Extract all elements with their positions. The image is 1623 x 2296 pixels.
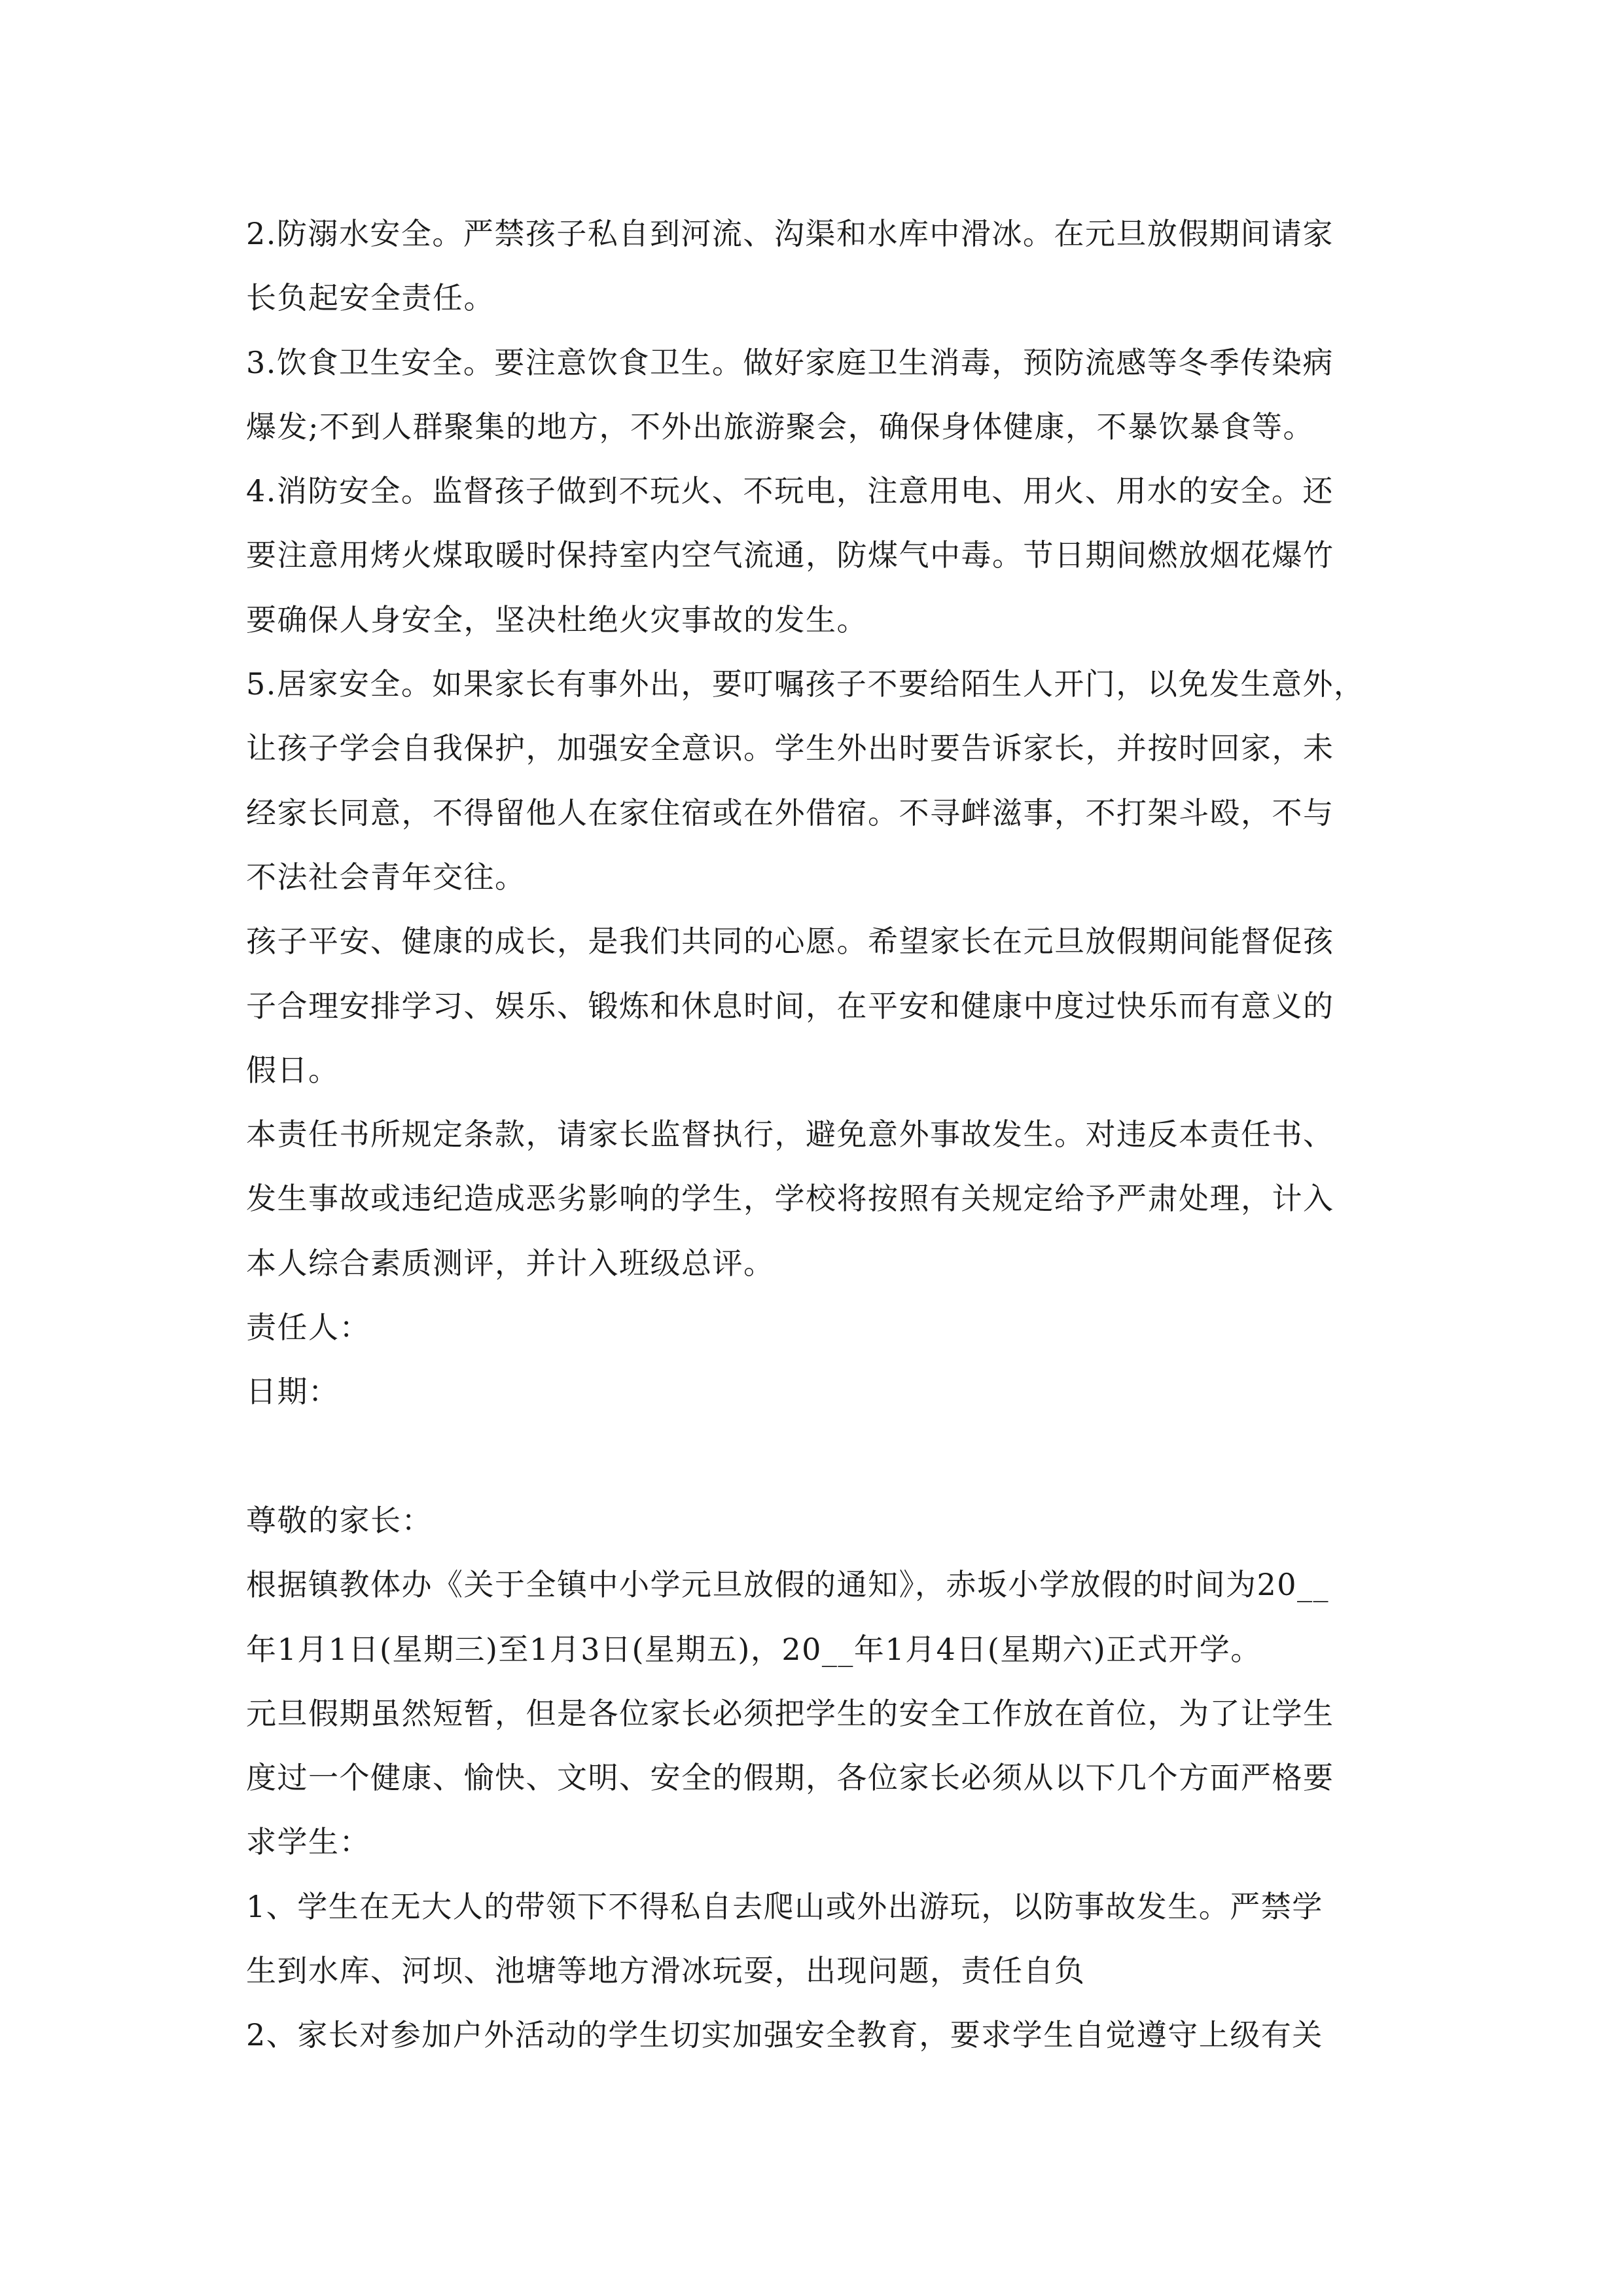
- text-line: 5.居家安全。如果家长有事外出，要叮嘱孩子不要给陌生人开门，以免发生意外，: [246, 666, 1365, 702]
- text-line: 本人综合素质测评，并计入班级总评。: [246, 1245, 775, 1281]
- text-line: 度过一个健康、愉快、文明、安全的假期，各位家长必须从以下几个方面严格要: [246, 1760, 1334, 1796]
- salutation: 尊敬的家长：: [246, 1502, 433, 1538]
- text-line: 1、学生在无大人的带领下不得私自去爬山或外出游玩，以防事故发生。严禁学: [246, 1888, 1323, 1924]
- text-line: 本责任书所规定条款，请家长监督执行，避免意外事故发生。对违反本责任书、: [246, 1117, 1334, 1153]
- text-line: 长负起安全责任。: [246, 280, 495, 316]
- text-line: 假日。: [246, 1052, 340, 1088]
- text-line: 元旦假期虽然短暂，但是各位家长必须把学生的安全工作放在首位，为了让学生: [246, 1695, 1334, 1731]
- text-line: 求学生：: [246, 1824, 370, 1860]
- text-line: 发生事故或违纪造成恶劣影响的学生，学校将按照有关规定给予严肃处理，计入: [246, 1181, 1334, 1217]
- text-line: 年1月1日(星期三)至1月3日(星期五)，20__年1月4日(星期六)正式开学。: [246, 1631, 1262, 1667]
- text-line: 2.防溺水安全。严禁孩子私自到河流、沟渠和水库中滑冰。在元旦放假期间请家: [246, 216, 1334, 251]
- date-label: 日期：: [246, 1374, 340, 1410]
- text-line: 4.消防安全。监督孩子做到不玩火、不玩电，注意用电、用火、用水的安全。还: [246, 473, 1334, 509]
- text-line: 要注意用烤火煤取暖时保持室内空气流通，防煤气中毒。节日期间燃放烟花爆竹: [246, 537, 1334, 573]
- text-line: 不法社会青年交往。: [246, 859, 526, 895]
- text-line: 要确保人身安全，坚决杜绝火灾事故的发生。: [246, 601, 868, 637]
- text-line: 孩子平安、健康的成长，是我们共同的心愿。希望家长在元旦放假期间能督促孩: [246, 924, 1334, 960]
- text-line: 让孩子学会自我保护，加强安全意识。学生外出时要告诉家长，并按时回家，未: [246, 730, 1334, 766]
- text-line: 根据镇教体办《关于全镇中小学元旦放假的通知》，赤坂小学放假的时间为20__: [246, 1567, 1330, 1603]
- document-page: [246, 202, 1388, 2068]
- text-line: 2、家长对参加户外活动的学生切实加强安全教育，要求学生自觉遵守上级有关: [246, 2017, 1323, 2053]
- text-line: 经家长同意，不得留他人在家住宿或在外借宿。不寻衅滋事，不打架斗殴，不与: [246, 795, 1334, 831]
- signature-label: 责任人：: [246, 1310, 370, 1346]
- text-line: 爆发;不到人群聚集的地方，不外出旅游聚会，确保身体健康，不暴饮暴食等。: [246, 408, 1314, 444]
- text-line: 3.饮食卫生安全。要注意饮食卫生。做好家庭卫生消毒，预防流感等冬季传染病: [246, 344, 1334, 380]
- text-line: 子合理安排学习、娱乐、锻炼和休息时间，在平安和健康中度过快乐而有意义的: [246, 988, 1334, 1024]
- text-line: 生到水库、河坝、池塘等地方滑冰玩耍，出现问题，责任自负: [246, 1953, 1086, 1989]
- blank-line: [246, 1424, 1388, 1488]
